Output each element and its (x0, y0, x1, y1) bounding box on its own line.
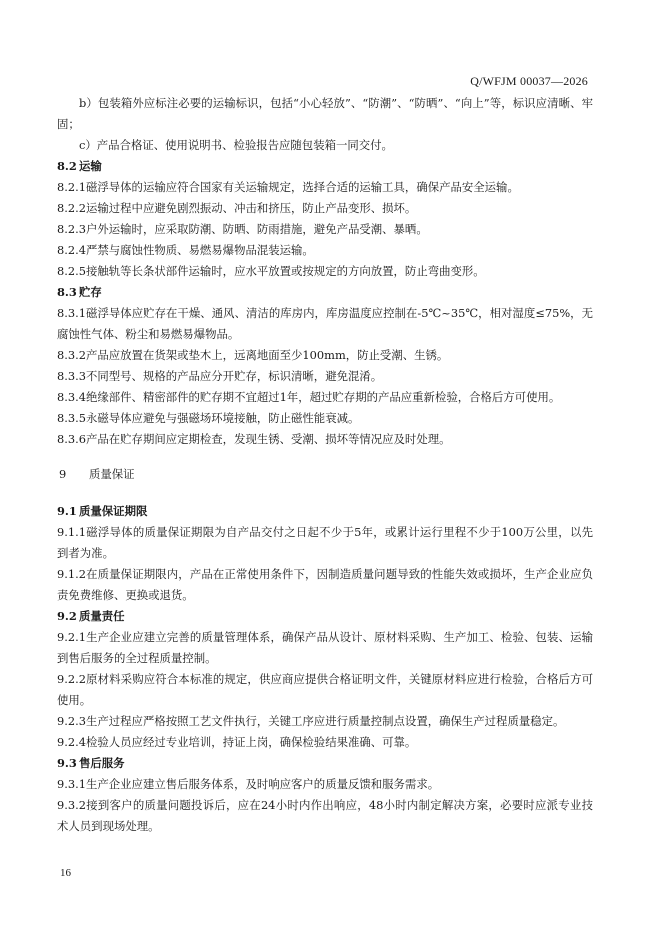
document-body (57, 93, 593, 837)
section-heading (57, 606, 593, 627)
clause-number: 9.1.1 (57, 525, 86, 539)
clause-number: 8.3.4 (57, 390, 86, 404)
clause (57, 303, 593, 345)
clause-number: 8.2.4 (57, 243, 86, 257)
section-heading (57, 501, 593, 522)
clause (57, 711, 593, 732)
clause-number: 8.2.2 (57, 201, 86, 215)
clause-text: 产品在贮存期间应定期检查，发现生锈、受潮、损坏等情况应及时处理。 (85, 432, 451, 446)
clause-number: 9.3.2 (57, 798, 86, 812)
clause (57, 732, 593, 753)
section-title: 质量责任 (79, 609, 125, 623)
clause-number: 8.2.3 (57, 222, 86, 236)
section-title: 运输 (79, 159, 102, 173)
clause-text: 磁浮导体应贮存在干燥、通风、清洁的库房内，库房温度应控制在-5℃~35℃，相对湿度≤75%，无腐蚀性气体、粉尘和易燃易爆物品。 (57, 306, 593, 341)
section-number: 9.1 (57, 504, 77, 518)
section-title: 贮存 (79, 285, 102, 299)
clause-number: 8.2.5 (57, 264, 86, 278)
clause (57, 408, 593, 429)
clause (57, 795, 593, 837)
section-heading (57, 753, 593, 774)
clause-number: 8.3.6 (57, 432, 86, 446)
clause-text: 产品应放置在货架或垫木上，远离地面至少100mm，防止受潮、生锈。 (85, 348, 449, 362)
clause-number: 8.3.5 (57, 411, 86, 425)
clause-text: 磁浮导体的运输应符合国家有关运输规定，选择合适的运输工具，确保产品安全运输。 (85, 180, 519, 194)
clause-number: 8.3.2 (57, 348, 86, 362)
clause-text: 接到客户的质量问题投诉后，应在24小时内作出响应，48小时内制定解决方案，必要时应派专业技术人员到现场处理。 (57, 798, 593, 833)
clause-number: 9.2.3 (57, 714, 86, 728)
clause-text: 在质量保证期限内，产品在正常使用条件下，因制造质量问题导致的性能失效或损坏，生产企业应负责免费维修、更换或退货。 (57, 567, 593, 602)
clause-text: 生产企业应建立售后服务体系，及时响应客户的质量反馈和服务需求。 (85, 777, 440, 791)
clause-text: 生产过程应严格按照工艺文件执行，关键工序应进行质量控制点设置，确保生产过程质量稳定。 (85, 714, 565, 728)
section-heading (57, 282, 593, 303)
section-title: 质量保证期限 (79, 504, 148, 518)
clause (57, 177, 593, 198)
clause-text: 原材料采购应符合本标准的规定，供应商应提供合格证明文件，关键原材料应进行检验，合格后方可使用。 (57, 672, 593, 707)
clause-number: 8.2.1 (57, 180, 86, 194)
section-number: 8.3 (57, 285, 77, 299)
clause (57, 387, 593, 408)
clause-number: 9.3.1 (57, 777, 86, 791)
clause (57, 774, 593, 795)
clause (57, 345, 593, 366)
list-item-c: c）产品合格证、使用说明书、检验报告应随包装箱一同交付。 (79, 138, 393, 152)
clause-number: 9.2.4 (57, 735, 86, 749)
clause (57, 669, 593, 711)
section-number: 9.3 (57, 756, 77, 770)
clause-text: 运输过程中应避免剧烈振动、冲击和挤压，防止产品变形、损坏。 (85, 201, 417, 215)
chapter-title: 质量保证 (89, 467, 135, 481)
clause-text: 生产企业应建立完善的质量管理体系，确保产品从设计、原材料采购、生产加工、检验、包装、运输到售后服务的全过程质量控制。 (57, 630, 593, 665)
clause (57, 198, 593, 219)
chapter-number: 9 (59, 467, 67, 481)
clause-text: 绝缘部件、精密部件的贮存期不宜超过1年，超过贮存期的产品应重新检验，合格后方可使用。 (85, 390, 561, 404)
clause (57, 261, 593, 282)
chapter-heading (57, 464, 593, 485)
document-code: Q/WFJM 00037—2026 (470, 74, 588, 88)
clause (57, 429, 593, 450)
clause-number: 8.3.3 (57, 369, 86, 383)
list-item-b: b）包装箱外应标注必要的运输标识，包括“小心轻放”、“防潮”、“防晒”、“向上”等，标识应清晰、牢固； (57, 96, 593, 131)
clause-text: 永磁导体应避免与强磁场环境接触，防止磁性能衰减。 (85, 411, 360, 425)
clause (57, 366, 593, 387)
section-number: 9.2 (57, 609, 77, 623)
clause-text: 严禁与腐蚀性物质、易燃易爆物品混装运输。 (85, 243, 314, 257)
clause-number: 9.2.1 (57, 630, 86, 644)
clause-number: 9.2.2 (57, 672, 86, 686)
section-number: 8.2 (57, 159, 77, 173)
clause (57, 522, 593, 564)
clause (57, 627, 593, 669)
clause-text: 磁浮导体的质量保证期限为自产品交付之日起不少于5年，或累计运行里程不少于100万公里，以先到者为准。 (57, 525, 593, 560)
clause-text: 户外运输时，应采取防潮、防晒、防雨措施，避免产品受潮、暴晒。 (85, 222, 428, 236)
clause-number: 8.3.1 (57, 306, 86, 320)
section-title: 售后服务 (79, 756, 125, 770)
section-heading (57, 156, 593, 177)
clause (57, 240, 593, 261)
clause-text: 检验人员应经过专业培训，持证上岗，确保检验结果准确、可靠。 (85, 735, 417, 749)
page-number: 16 (60, 867, 71, 879)
clause (57, 219, 593, 240)
clause-number: 9.1.2 (57, 567, 86, 581)
clause-text: 不同型号、规格的产品应分开贮存，标识清晰，避免混淆。 (85, 369, 383, 383)
clause-text: 接触轨等长条状部件运输时，应水平放置或按规定的方向放置，防止弯曲变形。 (85, 264, 485, 278)
clause (57, 564, 593, 606)
